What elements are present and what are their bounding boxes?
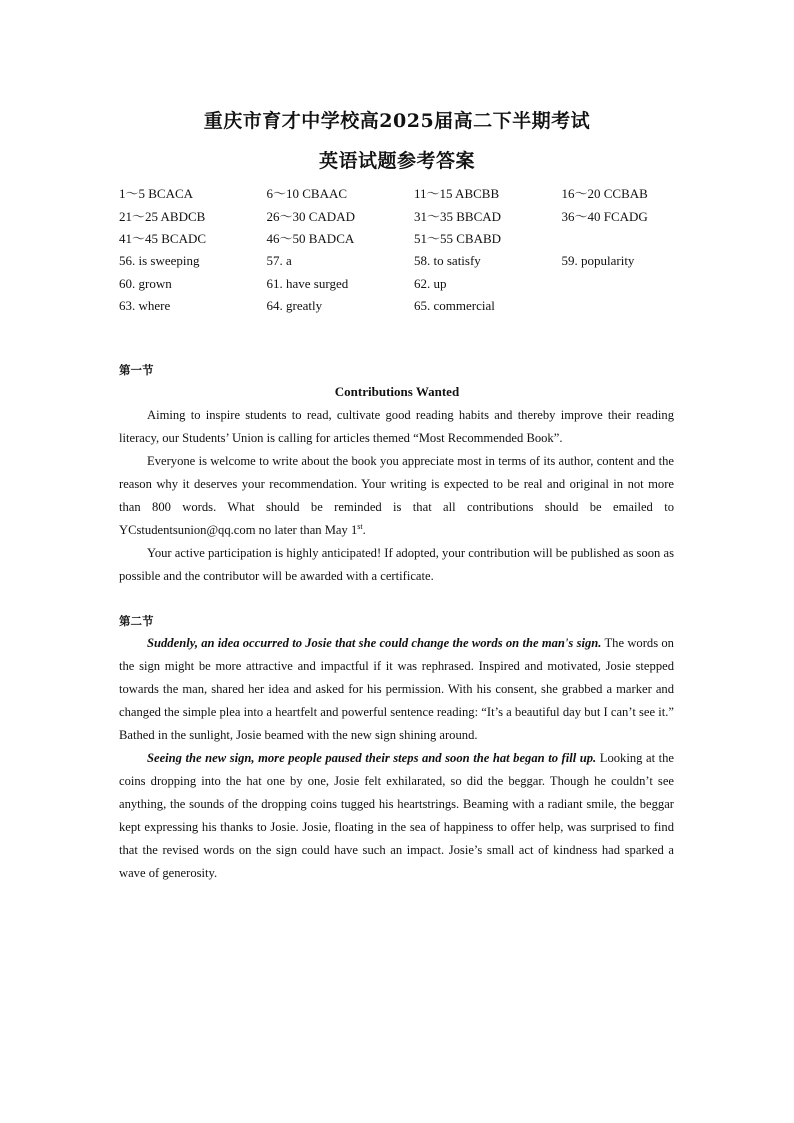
answer-cell: 36～40 FCADG bbox=[561, 208, 648, 224]
essay-paragraph: Aiming to inspire students to read, cultivate good reading habits and thereby improve their reading literacy, our Students’ Union is calling for articles themed “Most Recommended Book”. bbox=[119, 408, 674, 445]
section-2-heading: 第二节 bbox=[119, 614, 154, 628]
answer-cell: 56. is sweeping bbox=[119, 252, 200, 268]
answer-cell: 16～20 CCBAB bbox=[561, 185, 648, 201]
answer-cell: 51～55 CBABD bbox=[414, 231, 502, 247]
exam-title: 重庆市育才中学校高2025届高二下半期考试 bbox=[203, 110, 591, 132]
essay-paragraph-text: The words on the sign might be more attractive and impactful if it was rephrased. Inspired and motivated, Josie stepped towards the man, shared her idea and asked for his permission. With his consent, she grabbed a marker and changed the simple plea into a heartfelt and powerful sentence reading: “It’s a beautiful day but I can’t see it.” Bathed in the sunlight, Josie beamed with the new sign shining around. bbox=[119, 636, 674, 742]
answer-cell: 62. up bbox=[414, 275, 447, 291]
answer-row bbox=[119, 227, 709, 250]
answer-cell: 58. to satisfy bbox=[414, 252, 481, 268]
answer-row bbox=[119, 272, 709, 295]
essay-title: Contributions Wanted bbox=[334, 384, 460, 399]
answer-row bbox=[119, 181, 709, 204]
answer-cell: 26～30 CADAD bbox=[266, 208, 355, 224]
given-lead-sentence: Seeing the new sign, more people paused their steps and soon the hat began to fill up. bbox=[147, 751, 597, 765]
answer-cell bbox=[562, 227, 710, 250]
answer-cell: 61. have surged bbox=[266, 275, 349, 291]
answer-cell: 57. a bbox=[266, 252, 292, 268]
essay-paragraph: Your active participation is highly anticipated! If adopted, your contribution will be published as soon as possible and the contributor will be awarded with a certificate. bbox=[119, 546, 674, 583]
answer-cell: 60. grown bbox=[119, 275, 172, 291]
answer-cell: 11～15 ABCBB bbox=[414, 185, 500, 201]
given-lead-sentence: Suddenly, an idea occurred to Josie that she could change the words on the man's sign. bbox=[147, 636, 602, 650]
essay-paragraph-text: Looking at the coins dropping into the hat one by one, Josie felt exhilarated, so did the beggar. Though he couldn’t see anything, the sounds of the dropping coins tugged his heartstrings. Beaming with a radiant smile, the beggar kept expressing his thanks to Josie. Josie, floating in the sea of happiness to offer help, was surprised to find that the revised words on the sign could have such an impact. Josie’s small act of kindness had sparked a wave of generosity. bbox=[119, 751, 674, 880]
answer-cell: 21～25 ABDCB bbox=[119, 208, 206, 224]
answer-cell bbox=[562, 295, 710, 318]
answer-cell: 64. greatly bbox=[266, 298, 323, 314]
sentence-end: . bbox=[362, 523, 366, 537]
answer-cell: 63. where bbox=[119, 298, 171, 314]
answer-cell bbox=[562, 272, 710, 295]
answer-cell: 65. commercial bbox=[414, 298, 495, 314]
section-1-essay bbox=[119, 404, 674, 588]
answer-cell: 59. popularity bbox=[561, 252, 635, 268]
essay-paragraph bbox=[119, 747, 674, 885]
answer-cell: 46～50 BADCA bbox=[266, 231, 355, 247]
answer-row bbox=[119, 295, 709, 318]
section-2-essay bbox=[119, 632, 674, 885]
answer-row bbox=[119, 204, 709, 227]
answer-cell: 6～10 CBAAC bbox=[266, 185, 348, 201]
exam-subtitle: 英语试题参考答案 bbox=[318, 150, 475, 172]
answer-grid bbox=[119, 181, 709, 318]
essay-paragraph-text: Everyone is welcome to write about the book you appreciate most in terms of its author, content and the reason why it deserves your recommendation. Your writing is expected to be real and original in not more than 800 words. What should be reminded is that all contributions should be emailed to YCstudentsunion@qq.com no later than May 1 bbox=[119, 454, 674, 537]
answer-cell: 41～45 BCADC bbox=[119, 231, 207, 247]
essay-paragraph bbox=[119, 632, 674, 747]
date-ordinal-suffix: st bbox=[357, 521, 363, 531]
essay-paragraph bbox=[119, 450, 674, 542]
section-1-heading: 第一节 bbox=[119, 363, 154, 377]
answer-cell: 1～5 BCACA bbox=[119, 185, 194, 201]
answer-cell: 31～35 BBCAD bbox=[414, 208, 502, 224]
answer-row bbox=[119, 249, 709, 272]
